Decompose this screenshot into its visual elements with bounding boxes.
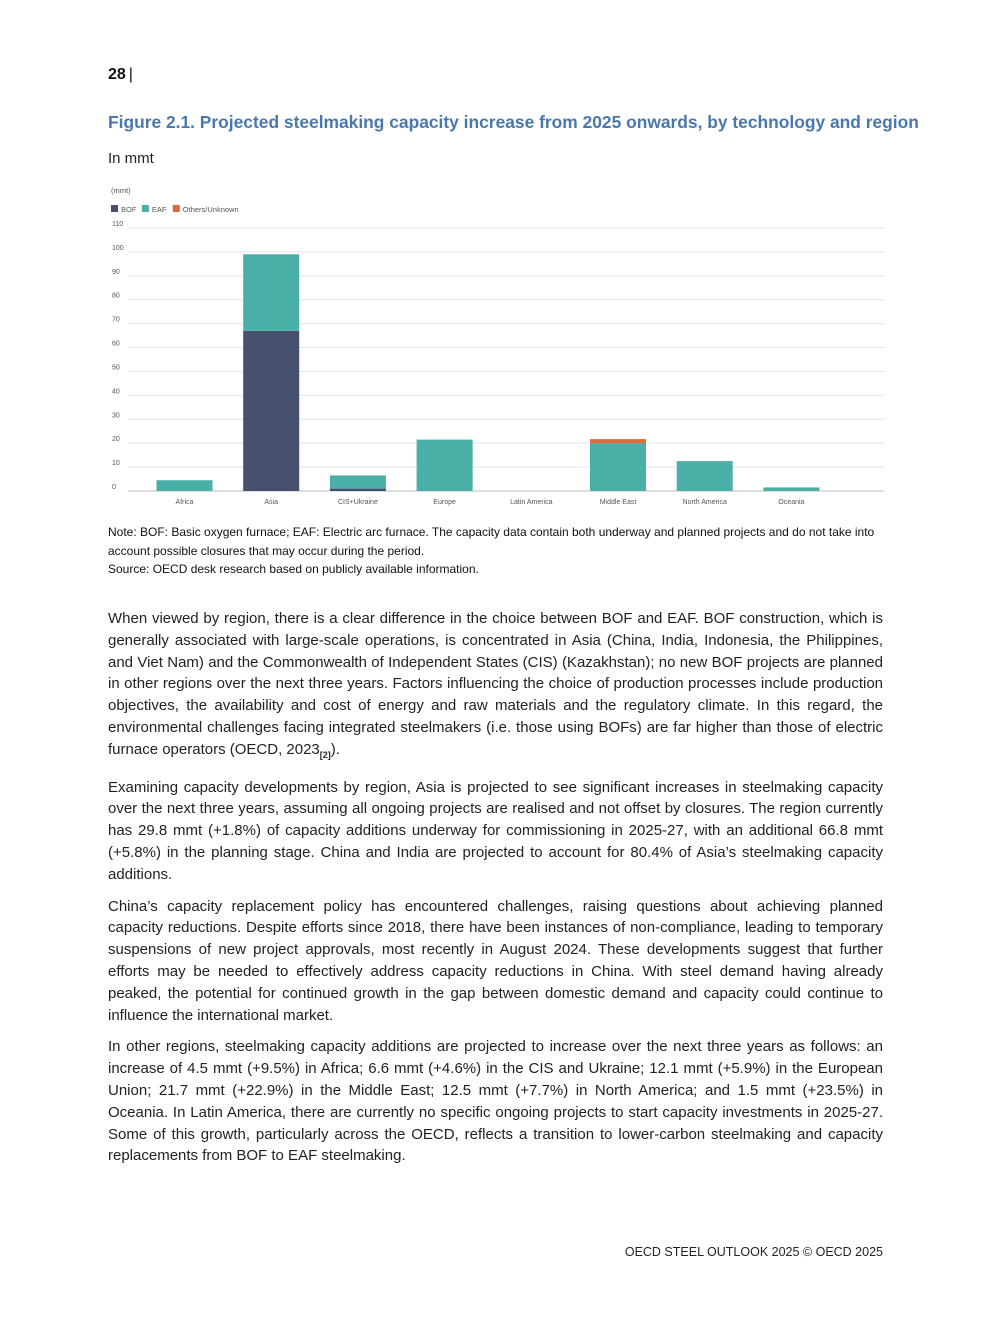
figure-title: Figure 2.1. Projected steelmaking capacity increase from 2025 onwards, by technology and region (108, 112, 919, 132)
x-tick-label-middle-east: Middle East (599, 499, 637, 506)
bar-north-america-eaf (677, 461, 733, 491)
bar-middle-east-others-unknown (590, 439, 646, 443)
body-text (108, 608, 883, 1177)
chart-legend (111, 205, 239, 214)
y-tick-label-0: 0 (112, 484, 116, 491)
figure-notes (108, 523, 883, 579)
figure-note: Note: BOF: Basic oxygen furnace; EAF: Electric arc furnace. The capacity data contain both underway and planned projects and do not take into account possible closures that may occur during the period. (108, 525, 875, 558)
citation-ref[interactable]: [2] (319, 749, 331, 760)
paragraph-1 (108, 608, 883, 767)
paragraph-2: Examining capacity developments by region, Asia is projected to see significant increases in steelmaking capacity over the next three years, assuming all ongoing projects are realised and not offset by closures. The region currently has 29.8 mmt (+1.8%) of capacity additions underway for commissioning in 2025-27, with an additional 66.8 mmt (+5.8%) in the planning stage. China and India are projected to account for 80.4% of Asia’s steelmaking capacity additions. (108, 778, 883, 883)
legend-label-bof: BOF (121, 205, 137, 214)
page-number-separator: | (128, 66, 133, 83)
y-tick-label-30: 30 (112, 412, 120, 420)
legend-swatch-eaf (142, 205, 149, 212)
chart-bars (157, 254, 820, 491)
x-tick-label-oceania: Oceania (778, 499, 805, 506)
paragraph-3: China’s capacity replacement policy has encountered challenges, raising questions about achieving planned capacity reductions. Despite efforts since 2018, there have been instances of non-compliance, leading to temporary suspensions of new project approvals, most recently in August 2024. These developments suggest that further efforts may be needed to effectively address capacity reductions in China. With steel demand having already peaked, the potential for continued growth in the gap between domestic demand and capacity could continue to influence the international market. (108, 897, 883, 1024)
bar-africa-eaf (157, 480, 213, 491)
figure-subtitle: In mmt (108, 150, 154, 167)
page-number-value: 28 (108, 66, 126, 83)
legend-label-eaf: EAF (151, 205, 167, 214)
y-tick-label-10: 10 (112, 460, 120, 468)
paragraph-1-end: ). (330, 740, 340, 758)
x-tick-label-europe: Europe (433, 499, 456, 506)
x-tick-label-north-america: North America (682, 499, 727, 506)
y-tick-label-50: 50 (112, 364, 120, 372)
paragraph-4: In other regions, steelmaking capacity additions are projected to increase over the next three years as follows: an increase of 4.5 mmt (+9.5%) in Africa; 6.6 mmt (+4.6%) in the CIS and Ukraine; 12.1 mmt (+5.9%) in the European Union; 21.7 mmt (+22.9%) in the Middle East; 12.5 mmt (+7.7%) in North America; and 1.5 mmt (+23.5%) in Oceania. In Latin America, there are currently no specific ongoing projects to start capacity investments in 2025-27. Some of this growth, particularly across the OECD, reflects a transition to lower-carbon steelmaking and capacity replacements from BOF to EAF steelmaking. (108, 1038, 883, 1165)
y-tick-label-40: 40 (112, 388, 120, 396)
y-tick-label-20: 20 (112, 436, 120, 444)
x-tick-label-africa: Africa (175, 499, 194, 506)
bar-middle-east-eaf (590, 443, 646, 491)
x-tick-label-asia: Asia (264, 499, 279, 506)
y-tick-label-70: 70 (112, 316, 120, 324)
bar-asia-bof (243, 331, 299, 491)
paragraph-1-text: When viewed by region, there is a clear difference in the choice between BOF and EAF. BOF construction, which is generally associated with large-scale operations, is concentrated in Asia (China, India, Indonesia, the Philippines, and Viet Nam) and the Commonwealth of Independent States (CIS) (Kazakhstan); no new BOF projects are planned in other regions over the next three years. Factors influencing the choice of production processes include production objectives, the availability and cost of energy and raw materials and the regulatory climate. In this regard, the environmental challenges facing integrated steelmakers (i.e. those using BOFs) are far higher than those of electric furnace operators (OECD, 2023 (108, 610, 883, 758)
bar-asia-eaf (243, 254, 299, 331)
y-tick-label-110: 110 (112, 221, 124, 228)
figure-source: Source: OECD desk research based on publicly available information. (108, 562, 479, 576)
y-tick-label-90: 90 (112, 268, 120, 276)
capacity-bar-chart (108, 182, 888, 512)
legend-swatch-others-unknown (173, 205, 180, 212)
y-tick-label-60: 60 (112, 340, 120, 348)
chart-x-ticks (176, 499, 805, 506)
x-tick-label-cis-ukraine: CIS+Ukraine (337, 499, 378, 506)
bar-cis-ukraine-eaf (330, 475, 386, 488)
bar-europe-eaf (417, 440, 473, 491)
x-tick-label-latin-america: Latin America (510, 499, 553, 506)
legend-label-others-unknown: Others/Unknown (182, 205, 239, 214)
legend-swatch-bof (111, 205, 118, 212)
chart-y-ticks (112, 221, 124, 491)
chart-y-axis-label: (mmt) (111, 186, 131, 195)
bar-cis-ukraine-bof (330, 489, 386, 491)
y-tick-label-80: 80 (112, 292, 120, 300)
bar-oceania-eaf (763, 487, 819, 491)
page-number (108, 66, 133, 84)
chart-gridlines (128, 228, 884, 491)
y-tick-label-100: 100 (112, 244, 124, 252)
page-footer: OECD STEEL OUTLOOK 2025 © OECD 2025 (624, 1245, 883, 1259)
